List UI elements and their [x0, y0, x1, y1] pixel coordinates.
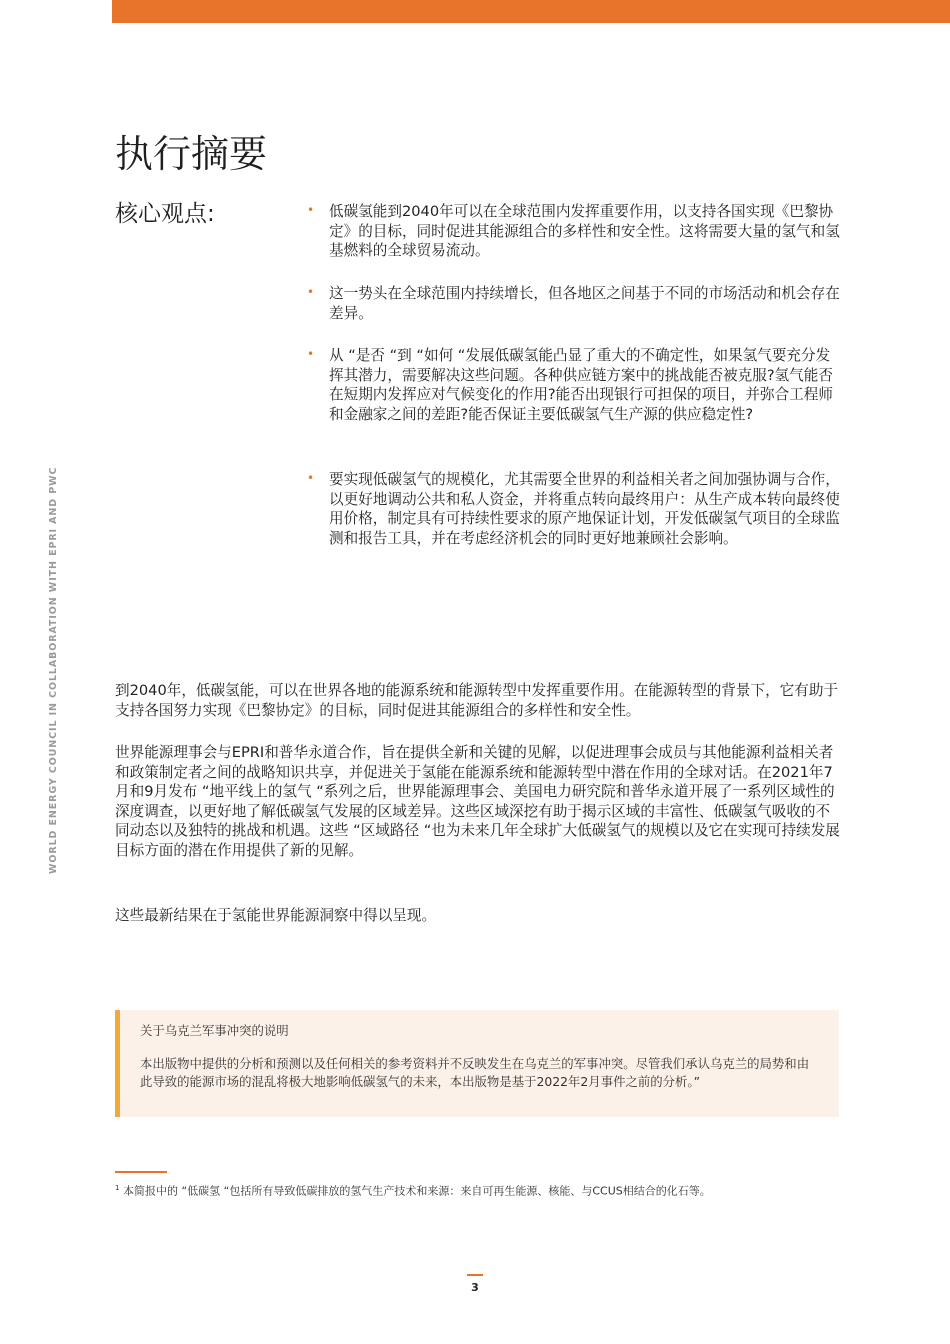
body-paragraph-intro: 到2040年，低碳氢能，可以在世界各地的能源系统和能源转型中发挥重要作用。在能源转型的背景下，它有助于支持各国努力实现《巴黎协定》的目标，同时促进其能源组合的多样性和安全性。 — [115, 682, 839, 719]
bullet-dot-icon: • — [307, 471, 315, 485]
bullet-dot-icon: • — [307, 347, 315, 361]
body-paragraph-collaboration: 世界能源理事会与EPRI和普华永道合作，旨在提供全新和关键的见解，以促进理事会成员与其他能源利益相关者和政策制定者之间的战略知识共享，并促进关于氢能在能源系统和能源转型中潜在作用的全球对话。在2021年7月和9月发布 “地平线上的氢气 “系列之后，世界能源理事会、美国电力研究院和普华永道开展了一系列区域性的深度调查，以更好地了解低碳氢气发展的区域差异。这些区域深挖有助于揭示区域的丰富性、低碳氢气吸收的不同动态以及独特的挑战和机遇。这些 “区域路径 “也为未来几年全球扩大低碳氢气的规模以及它在实现可持续发展目标方面的潜在作用提供了新的见解。 — [115, 744, 840, 859]
key-point-text: 从 “是否 “到 “如何 “发展低碳氢能凸显了重大的不确定性，如果氢气要充分发挥其潜力，需要解决这些问题。各种供应链方案中的挑战能否被克服?氢气能否在短期内发挥应对气候变化的作用?能否出现银行可担保的项目，并弥合工程师和金融家之间的差距?能否保证主要低碳氢气生产源的供应稳定性? — [329, 347, 833, 423]
key-point-item — [307, 346, 843, 470]
body-paragraph-results: 这些最新结果在于氢能世界能源洞察中得以呈现。 — [115, 907, 437, 924]
key-points-list — [307, 202, 843, 570]
bullet-dot-icon: • — [307, 285, 315, 299]
footnote — [115, 1180, 711, 1200]
page-number-divider — [467, 1274, 483, 1276]
key-point-item — [307, 284, 843, 346]
key-point-item — [307, 470, 843, 570]
footnote-divider — [115, 1171, 167, 1173]
key-points-label: 核心观点: — [115, 201, 215, 227]
bullet-dot-icon: • — [307, 203, 315, 217]
page-title: 执行摘要 — [115, 132, 268, 176]
side-running-header: WORLD ENERGY COUNCIL IN COLLABORATION WITH EPRI AND PWC — [48, 466, 59, 874]
footnote-marker: 1 — [115, 1184, 120, 1192]
top-accent-bar — [112, 0, 950, 23]
ukraine-note-box — [115, 1010, 839, 1117]
note-body: 本出版物中提供的分析和预测以及任何相关的参考资料并不反映发生在乌克兰的军事冲突。尽管我们承认乌克兰的局势和由此导致的能源市场的混乱将极大地影响低碳氢气的未来，本出版物是基于2022年2月事件之前的分析。” — [140, 1056, 810, 1089]
page-number: 3 — [471, 1281, 479, 1294]
key-point-item — [307, 202, 843, 284]
note-title: 关于乌克兰军事冲突的说明 — [140, 1023, 289, 1038]
key-point-text: 要实现低碳氢气的规模化，尤其需要全世界的利益相关者之间加强协调与合作，以更好地调动公共和私人资金，并将重点转向最终用户：从生产成本转向最终使用价格，制定具有可持续性要求的原产地保证计划，开发低碳氢气项目的全球监测和报告工具，并在考虑经济机会的同时更好地兼顾社会影响。 — [329, 471, 840, 547]
footnote-text: 本简报中的 “低碳氢 “包括所有导致低碳排放的氢气生产技术和来源：来自可再生能源、核能、与CCUS相结合的化石等。 — [122, 1184, 711, 1198]
key-point-text: 低碳氢能到2040年可以在全球范围内发挥重要作用，以支持各国实现《巴黎协定》的目标，同时促进其能源组合的多样性和安全性。这将需要大量的氢气和氢基燃料的全球贸易流动。 — [329, 203, 840, 260]
key-point-text: 这一势头在全球范围内持续增长，但各地区之间基于不同的市场活动和机会存在差异。 — [329, 285, 840, 322]
